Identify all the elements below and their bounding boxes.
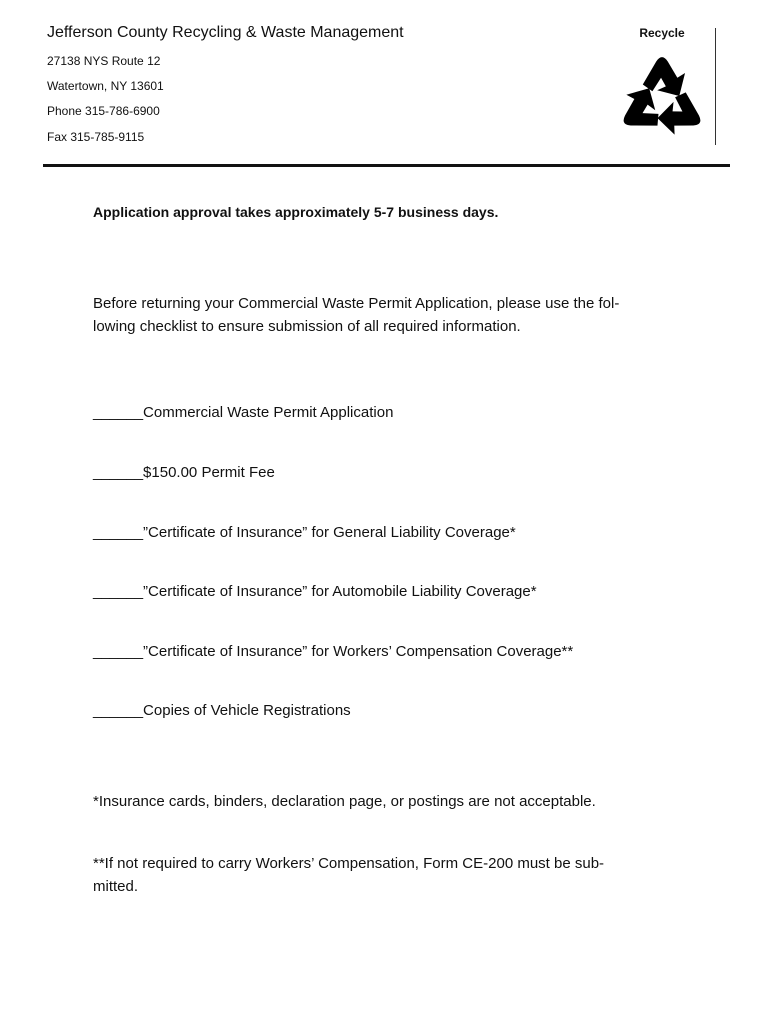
address-street: 27138 NYS Route 12 (47, 54, 161, 68)
footnote-line: mitted. (93, 878, 139, 895)
approval-note: Application approval takes approximately 5-7 business days. (93, 204, 499, 220)
instructions-line: Before returning your Commercial Waste Permit Application, please use the fol- (93, 295, 620, 312)
footnote-line: **If not required to carry Workers’ Compensation, Form CE-200 must be sub- (93, 855, 605, 872)
header-rule (43, 164, 730, 167)
document-header (0, 0, 770, 170)
checklist-item-automobile-liability: ______”Certificate of Insurance” for Automobile Liability Coverage* (93, 583, 537, 600)
organization-name: Jefferson County Recycling & Waste Management (47, 24, 404, 41)
checklist-item-permit-fee: ______$150.00 Permit Fee (93, 464, 275, 481)
checklist-instructions (93, 292, 668, 338)
logo-label: Recycle (639, 26, 685, 40)
footnote-workers-comp (93, 852, 668, 898)
logo-divider (715, 28, 716, 145)
checklist-item-permit-application: ______Commercial Waste Permit Application (93, 404, 394, 421)
instructions-line: lowing checklist to ensure submission of all required information. (93, 318, 521, 335)
checklist-item-general-liability: ______”Certificate of Insurance” for General Liability Coverage* (93, 524, 516, 541)
recycle-icon (614, 48, 710, 144)
recycle-logo (612, 22, 712, 146)
address-city: Watertown, NY 13601 (47, 79, 164, 93)
checklist-item-workers-compensation: ______”Certificate of Insurance” for Workers’ Compensation Coverage** (93, 643, 574, 660)
phone-number: Phone 315-786-6900 (47, 104, 160, 118)
footnote-insurance: *Insurance cards, binders, declaration page, or postings are not acceptable. (93, 793, 596, 810)
checklist-item-vehicle-registrations: ______Copies of Vehicle Registrations (93, 702, 351, 719)
fax-number: Fax 315-785-9115 (47, 130, 145, 144)
